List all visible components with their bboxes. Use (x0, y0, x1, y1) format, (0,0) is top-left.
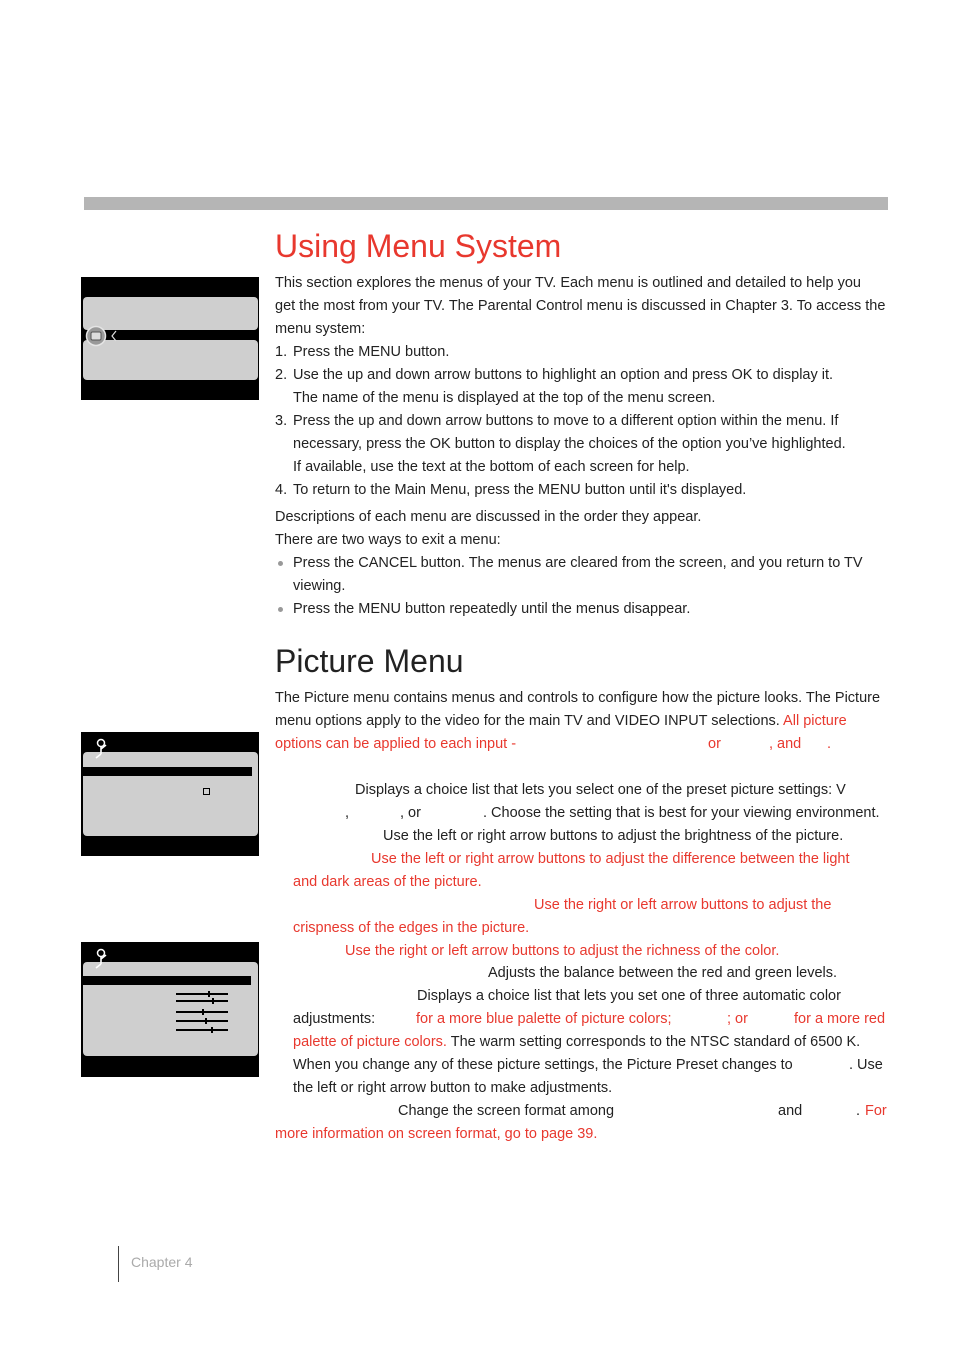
description-line: Descriptions of each menu are discussed in the order they appear. (275, 509, 702, 525)
brightness-desc: Use the left or right arrow buttons to adjust the brightness of the picture. (383, 828, 844, 844)
preset-desc-or: , or (400, 805, 421, 821)
menu-highlight-row (83, 332, 258, 340)
main-menu-screenshot (81, 277, 259, 400)
color-temp-desc-line-1: Displays a choice list that lets you set one of three automatic color (417, 988, 841, 1004)
picture-intro-or: or (708, 736, 721, 752)
picture-intro-line-1: The Picture menu contains menus and controls to configure how the picture looks. The Picture (275, 690, 881, 706)
header-bar (84, 197, 888, 210)
tint-desc: Adjusts the balance between the red and green levels. (488, 965, 838, 981)
slider-knob (202, 1009, 204, 1015)
slider-knob (208, 991, 210, 997)
step-number: 2. (275, 367, 288, 383)
contrast-slider (176, 1000, 228, 1002)
picture-adjust-highlight-row (83, 976, 251, 985)
picture-intro-period: . (827, 736, 832, 752)
description-line: There are two ways to exit a menu: (275, 532, 501, 548)
brightness-slider (176, 993, 228, 995)
step-3-line-1: Press the up and down arrow buttons to move to a different option within the menu. If (293, 413, 839, 429)
checkbox-icon (203, 788, 210, 795)
screen-format-more-info: more information on screen format, go to page 39. (275, 1126, 598, 1142)
color-slider (176, 1020, 228, 1022)
step-2-line-2: The name of the menu is displayed at the top of the menu screen. (293, 390, 716, 406)
intro-line-1: This section explores the menus of your TV. Each menu is outlined and detailed to help you (275, 275, 861, 291)
screen-format-period: . (856, 1103, 861, 1119)
step-4-line-1: To return to the Main Menu, press the MENU button until it's displayed. (293, 482, 747, 498)
section-title-picture-menu: Picture Menu (275, 643, 464, 679)
step-number: 4. (275, 482, 288, 498)
color-temp-ntsc: The warm setting corresponds to the NTSC standard of 6500 K. (450, 1034, 861, 1050)
contrast-desc-line-2: and dark areas of the picture. (293, 874, 482, 890)
step-1-line-1: Press the MENU button. (293, 344, 450, 360)
contrast-desc-line-1: Use the left or right arrow buttons to adjust the difference between the light (371, 851, 850, 867)
picture-intro-text: menu options apply to the video for the main TV and VIDEO INPUT selections. (275, 713, 780, 729)
picture-menu-screenshot (81, 732, 259, 856)
tint-slider (176, 1029, 228, 1031)
preset-desc-line-1: Displays a choice list that lets you select one of the preset picture settings: V (355, 782, 846, 798)
footer-chapter: Chapter 4 (131, 1254, 193, 1270)
screen-format-for: For (865, 1103, 887, 1119)
step-number: 1. (275, 344, 288, 360)
picture-intro-line-3: options can be applied to each input - (275, 736, 517, 752)
step-3-line-2: necessary, press the OK button to display the choices of the option you’ve highlighted. (293, 436, 846, 452)
color-temp-red-palette: palette of picture colors. (293, 1034, 447, 1050)
step-2-line-1: Use the up and down arrow buttons to highlight an option and press OK to display it. (293, 367, 834, 383)
person-icon (92, 947, 110, 969)
screen-format-and: and (778, 1103, 803, 1119)
step-3-line-3: If available, use the text at the bottom of each screen for help. (293, 459, 690, 475)
step-number: 3. (275, 413, 288, 429)
sharpness-desc-line-1: Use the right or left arrow buttons to adjust the (534, 897, 832, 913)
bullet-dot (278, 607, 283, 612)
bullet-2-line-1: Press the MENU button repeatedly until the menus disappear. (293, 601, 691, 617)
bullet-1-line-1: Press the CANCEL button. The menus are cleared from the screen, and you return to TV (293, 555, 863, 571)
screen-format-desc: Change the screen format among (398, 1103, 615, 1119)
person-icon (92, 737, 110, 759)
picture-intro-red-text: All picture (783, 713, 847, 729)
intro-line-3: menu system: (275, 321, 366, 337)
menu-panel-bottom (83, 340, 258, 380)
picture-menu-icon (85, 325, 107, 347)
bullet-dot (278, 561, 283, 566)
picture-preset-note: When you change any of these picture settings, the Picture Preset changes to (293, 1057, 793, 1073)
picture-adjust-note: the left or right arrow button to make adjustments. (293, 1080, 613, 1096)
color-temp-adjustments: adjustments: (293, 1011, 376, 1027)
slider-knob (212, 998, 214, 1004)
color-temp-or: ; or (727, 1011, 748, 1027)
chevron-left-icon (111, 330, 117, 342)
picture-preset-note-use: . Use (849, 1057, 883, 1073)
section-title-using-menu-system: Using Menu System (275, 228, 562, 264)
color-desc: Use the right or left arrow buttons to adjust the richness of the color. (345, 943, 780, 959)
color-temp-line-3 (293, 1031, 860, 1054)
menu-panel-top (83, 297, 258, 330)
color-temp-cool-desc: for a more blue palette of picture colors; (416, 1011, 672, 1027)
slider-knob (211, 1027, 213, 1033)
picture-adjust-screenshot (81, 942, 259, 1077)
footer-divider (118, 1246, 119, 1282)
picture-menu-panel (83, 752, 258, 836)
picture-intro-line-2 (275, 710, 847, 733)
slider-knob (205, 1018, 207, 1024)
bullet-1-line-2: viewing. (293, 578, 346, 594)
sharpness-desc-line-2: crispness of the edges in the picture. (293, 920, 530, 936)
preset-desc-comma: , (345, 805, 350, 821)
picture-intro-and: , and (769, 736, 802, 752)
picture-menu-highlight-row (83, 767, 252, 776)
preset-desc-line-2: . Choose the setting that is best for your viewing environment. (483, 805, 880, 821)
color-temp-warm-desc: for a more red (794, 1011, 886, 1027)
intro-line-2: get the most from your TV. The Parental Control menu is discussed in Chapter 3. To access the (275, 298, 886, 314)
